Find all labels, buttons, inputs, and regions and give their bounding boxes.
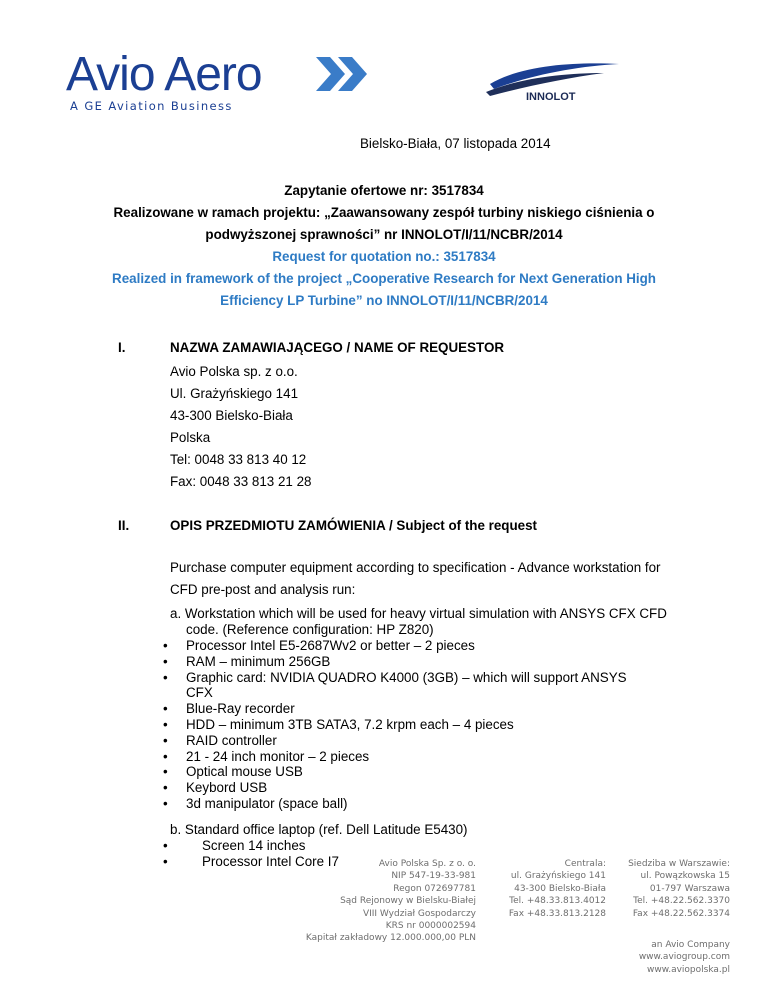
list-item: • Processor Intel Core I7 <box>160 854 680 870</box>
title-pl-line3: podwyższonej sprawności” nr INNOLOT/I/11/NCBR/2014 <box>205 227 563 242</box>
footer-headquarters <box>486 858 606 920</box>
item-a-line2: code. (Reference configuration: HP Z820) <box>186 622 434 637</box>
footer-line: 01-797 Warszawa <box>649 883 730 894</box>
list-item: • Blue-Ray recorder <box>160 701 680 717</box>
logo-avio-text: Avio Aero <box>66 48 262 101</box>
list-item: • Graphic card: NVIDIA QUADRO K4000 (3GB) – which will support ANSYS <box>160 670 680 686</box>
footer-line: Fax +48.22.562.3374 <box>632 908 730 919</box>
footer-line: Sąd Rejonowy w Bielsku-Białej <box>340 896 476 907</box>
avio-aero-logo <box>66 48 376 112</box>
section1-number: I. <box>118 340 126 355</box>
list-item: • RAM – minimum 256GB <box>160 654 680 670</box>
footer-line: Avio Polska Sp. z o. o. <box>378 859 476 869</box>
footer-link[interactable]: www.aviogroup.com <box>638 952 730 963</box>
footer-line: KRS nr 0000002594 <box>385 921 476 932</box>
title-en-line1: Request for quotation no.: 3517834 <box>272 249 496 264</box>
footer-line: 43-300 Bielsko-Biała <box>514 883 606 894</box>
item-a-bullet-list <box>160 638 680 812</box>
footer-warsaw-office <box>610 858 730 920</box>
title-pl-line2: Realizowane w ramach projektu: „Zaawansowany zespół turbiny niskiego ciśnienia o <box>113 205 655 220</box>
list-item: • 3d manipulator (space ball) <box>160 796 680 812</box>
list-item: • RAID controller <box>160 733 680 749</box>
title-en-line3: Efficiency LP Turbine” no INNOLOT/I/11/NCBR/2014 <box>220 293 548 308</box>
list-item: • Screen 14 inches <box>160 838 680 854</box>
footer-line: VIII Wydział Gospodarczy <box>362 908 476 919</box>
footer-company-links <box>610 939 730 976</box>
list-item-continuation: CFX <box>186 685 213 701</box>
list-item: • Optical mouse USB <box>160 764 680 780</box>
footer-line: Tel. +48.22.562.3370 <box>633 896 730 907</box>
list-item: • Processor Intel E5-2687Wv2 or better – 2 pieces <box>160 638 680 654</box>
item-b-line1: b. Standard office laptop (ref. Dell Latitude E5430) <box>170 822 468 837</box>
chevron-icon <box>316 57 345 91</box>
logo-innolot-text: INNOLOT <box>526 91 576 103</box>
list-item: • 21 - 24 inch monitor – 2 pieces <box>160 749 680 765</box>
requestor-line: Fax: 0048 33 813 21 28 <box>170 474 312 489</box>
requestor-line: Avio Polska sp. z o.o. <box>170 364 298 379</box>
footer-line: NIP 547-19-33-981 <box>391 871 476 882</box>
innolot-logo <box>484 58 624 106</box>
list-item: • HDD – minimum 3TB SATA3, 7.2 krpm each – 4 pieces <box>160 717 680 733</box>
footer-line: Siedziba w Warszawie: <box>628 859 730 869</box>
footer-line: Tel. +48.33.813.4012 <box>509 896 606 907</box>
footer-line: ul. Grażyńskiego 141 <box>510 871 606 882</box>
footer-company-info <box>248 858 476 945</box>
section2-intro-line1: Purchase computer equipment according to specification - Advance workstation for <box>170 560 661 575</box>
title-en-line2: Realized in framework of the project „Cooperative Research for Next Generation High <box>112 271 656 286</box>
logo-avio-tagline: A GE Aviation Business <box>70 99 233 112</box>
section2-intro-line2: CFD pre-post and analysis run: <box>170 582 356 597</box>
section2-number: II. <box>118 518 130 533</box>
requestor-line: Tel: 0048 33 813 40 12 <box>170 452 307 467</box>
footer-line: Regon 072697781 <box>393 883 476 894</box>
footer-line: ul. Powązkowska 15 <box>640 871 730 882</box>
requestor-line: Ul. Grażyńskiego 141 <box>170 386 299 401</box>
section2-title: OPIS PRZEDMIOTU ZAMÓWIENIA / Subject of the request <box>170 518 538 533</box>
requestor-line: Polska <box>170 430 211 445</box>
footer-line: Kapitał zakładowy 12.000.000,00 PLN <box>305 933 476 944</box>
item-a-line1: a. Workstation which will be used for heavy virtual simulation with ANSYS CFX CFD <box>170 606 667 621</box>
footer-link[interactable]: www.aviopolska.pl <box>646 964 730 975</box>
section1-title: NAZWA ZAMAWIAJĄCEGO / NAME OF REQUESTOR <box>170 340 505 355</box>
title-pl-line1: Zapytanie ofertowe nr: 3517834 <box>284 183 484 198</box>
footer-line: Fax +48.33.813.2128 <box>508 908 606 919</box>
place-date: Bielsko-Biała, 07 listopada 2014 <box>360 136 551 151</box>
footer-line: Centrala: <box>564 859 606 869</box>
requestor-line: 43-300 Bielsko-Biała <box>170 408 293 423</box>
list-item: • Keybord USB <box>160 780 680 796</box>
footer-line: an Avio Company <box>651 940 730 950</box>
